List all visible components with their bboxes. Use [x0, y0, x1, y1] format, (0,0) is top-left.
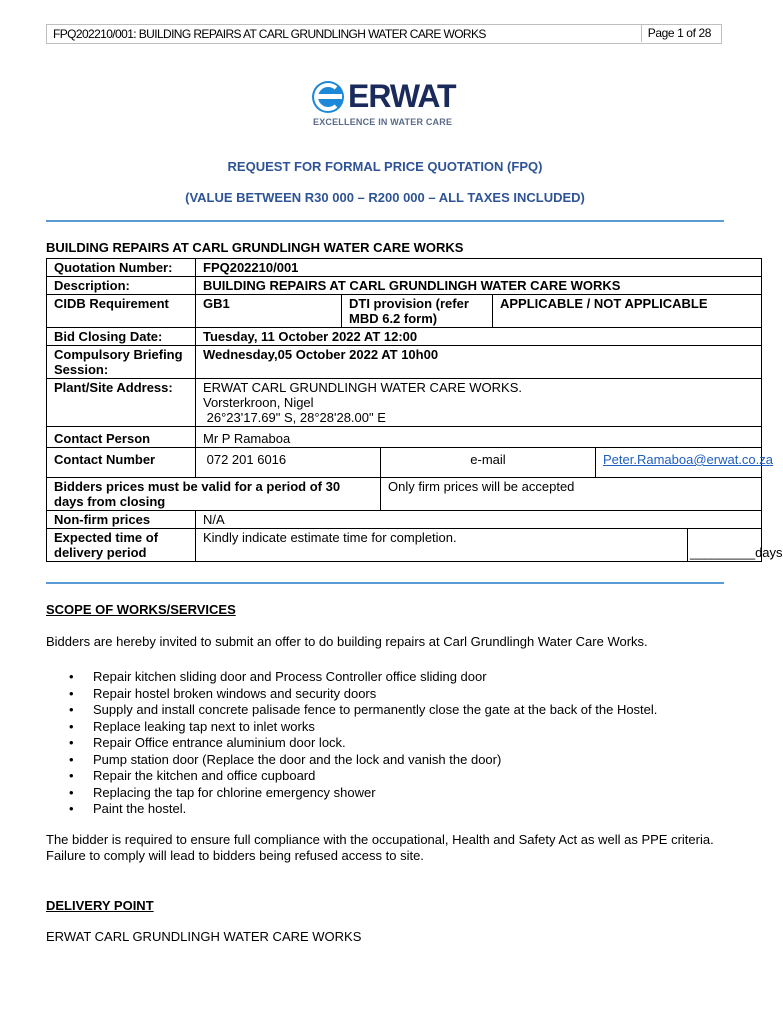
- contact-number-value: 072 201 6016: [196, 448, 381, 478]
- description-value: BUILDING REPAIRS AT CARL GRUNDLINGH WATER CARE WORKS: [196, 277, 762, 295]
- table-row: [47, 511, 762, 529]
- validity-label: Bidders prices must be valid for a period of 30 days from closing: [47, 478, 381, 511]
- contact-number-label: Contact Number: [47, 448, 196, 478]
- list-item: • Repair Office entrance aluminium door lock.: [93, 735, 657, 752]
- non-firm-prices-label: Non-firm prices: [47, 511, 196, 529]
- section-heading: BUILDING REPAIRS AT CARL GRUNDLINGH WATER CARE WORKS: [46, 240, 464, 255]
- table-row: [47, 448, 762, 478]
- scope-heading: SCOPE OF WORKS/SERVICES: [46, 602, 236, 617]
- list-item: • Repair hostel broken windows and security doors: [93, 686, 657, 703]
- quotation-info-table: [46, 258, 783, 562]
- table-row: [47, 259, 762, 277]
- list-item: • Supply and install concrete palisade fence to permanently close the gate at the back of the Hostel.: [93, 702, 657, 719]
- email-label: e-mail: [381, 448, 596, 478]
- list-item: • Pump station door (Replace the door and the lock and vanish the door): [93, 752, 657, 769]
- delivery-period-value: Kindly indicate estimate time for completion.: [196, 529, 688, 562]
- scope-intro: Bidders are hereby invited to submit an offer to do building repairs at Carl Grundlingh Water Care Works.: [46, 634, 648, 649]
- briefing-session-value: Wednesday,05 October 2022 AT 10h00: [196, 346, 762, 379]
- table-row: [47, 529, 762, 562]
- document-title: REQUEST FOR FORMAL PRICE QUOTATION (FPQ): [227, 159, 543, 174]
- list-item: • Replace leaking tap next to inlet works: [93, 719, 657, 736]
- divider-line: [46, 220, 724, 222]
- email-link[interactable]: [596, 448, 774, 478]
- logo-wordmark: ERWAT: [348, 78, 456, 114]
- email-link-text[interactable]: Peter.Ramaboa@erwat.co.za: [603, 452, 774, 467]
- dti-value: APPLICABLE / NOT APPLICABLE: [493, 295, 762, 328]
- table-row: [47, 346, 762, 379]
- site-address-value: [196, 379, 762, 427]
- contact-person-value: Mr P Ramaboa: [196, 427, 762, 448]
- contact-person-label: Contact Person: [47, 427, 196, 448]
- list-item: • Paint the hostel.: [93, 801, 657, 818]
- closing-date-label: Bid Closing Date:: [47, 328, 196, 346]
- quotation-number-label: Quotation Number:: [47, 259, 196, 277]
- divider-line: [46, 582, 724, 584]
- compliance-paragraph: The bidder is required to ensure full compliance with the occupational, Health and Safety Act as well as PPE criteria. Failure to comply will lead to bidders being refused access to site.: [46, 832, 714, 863]
- non-firm-prices-value: N/A: [196, 511, 762, 529]
- table-row: [47, 277, 762, 295]
- document-subtitle: (VALUE BETWEEN R30 000 – R200 000 – ALL TAXES INCLUDED): [185, 190, 585, 205]
- table-row: [47, 295, 762, 328]
- site-address-line: ERWAT CARL GRUNDLINGH WATER CARE WORKS.: [203, 380, 523, 395]
- scope-list: [46, 669, 657, 818]
- site-address-label: Plant/Site Address:: [47, 379, 196, 427]
- document-header-title: FPQ202210/001: BUILDING REPAIRS AT CARL GRUNDLINGH WATER CARE WORKS: [53, 27, 486, 41]
- delivery-days-field[interactable]: _________days: [688, 529, 762, 562]
- cidb-value: GB1: [196, 295, 342, 328]
- cidb-label: CIDB Requirement: [47, 295, 196, 328]
- table-row: [47, 328, 762, 346]
- delivery-period-label: Expected time of delivery period: [47, 529, 196, 562]
- quotation-number-value: FPQ202210/001: [196, 259, 762, 277]
- table-row: [47, 379, 762, 427]
- table-row: [47, 427, 762, 448]
- description-label: Description:: [47, 277, 196, 295]
- closing-date-value: Tuesday, 11 October 2022 AT 12:00: [196, 328, 762, 346]
- briefing-session-label: Compulsory Briefing Session:: [47, 346, 196, 379]
- delivery-point-heading: DELIVERY POINT: [46, 898, 154, 913]
- validity-value: Only firm prices will be accepted: [381, 478, 762, 511]
- list-item: • Repair the kitchen and office cupboard: [93, 768, 657, 785]
- site-coordinates: 26°23'17.69" S, 28°28'28.00" E: [203, 410, 386, 425]
- list-item: • Replacing the tap for chlorine emergency shower: [93, 785, 657, 802]
- list-item: • Repair kitchen sliding door and Process Controller office sliding door: [93, 669, 657, 686]
- table-row: [47, 478, 762, 511]
- page-number: Page 1 of 28: [641, 24, 717, 42]
- dti-label: DTI provision (refer MBD 6.2 form): [342, 295, 493, 328]
- logo-tagline: EXCELLENCE IN WATER CARE: [313, 117, 453, 127]
- site-address-line: Vorsterkroon, Nigel: [203, 395, 314, 410]
- delivery-point-text: ERWAT CARL GRUNDLINGH WATER CARE WORKS: [46, 929, 362, 944]
